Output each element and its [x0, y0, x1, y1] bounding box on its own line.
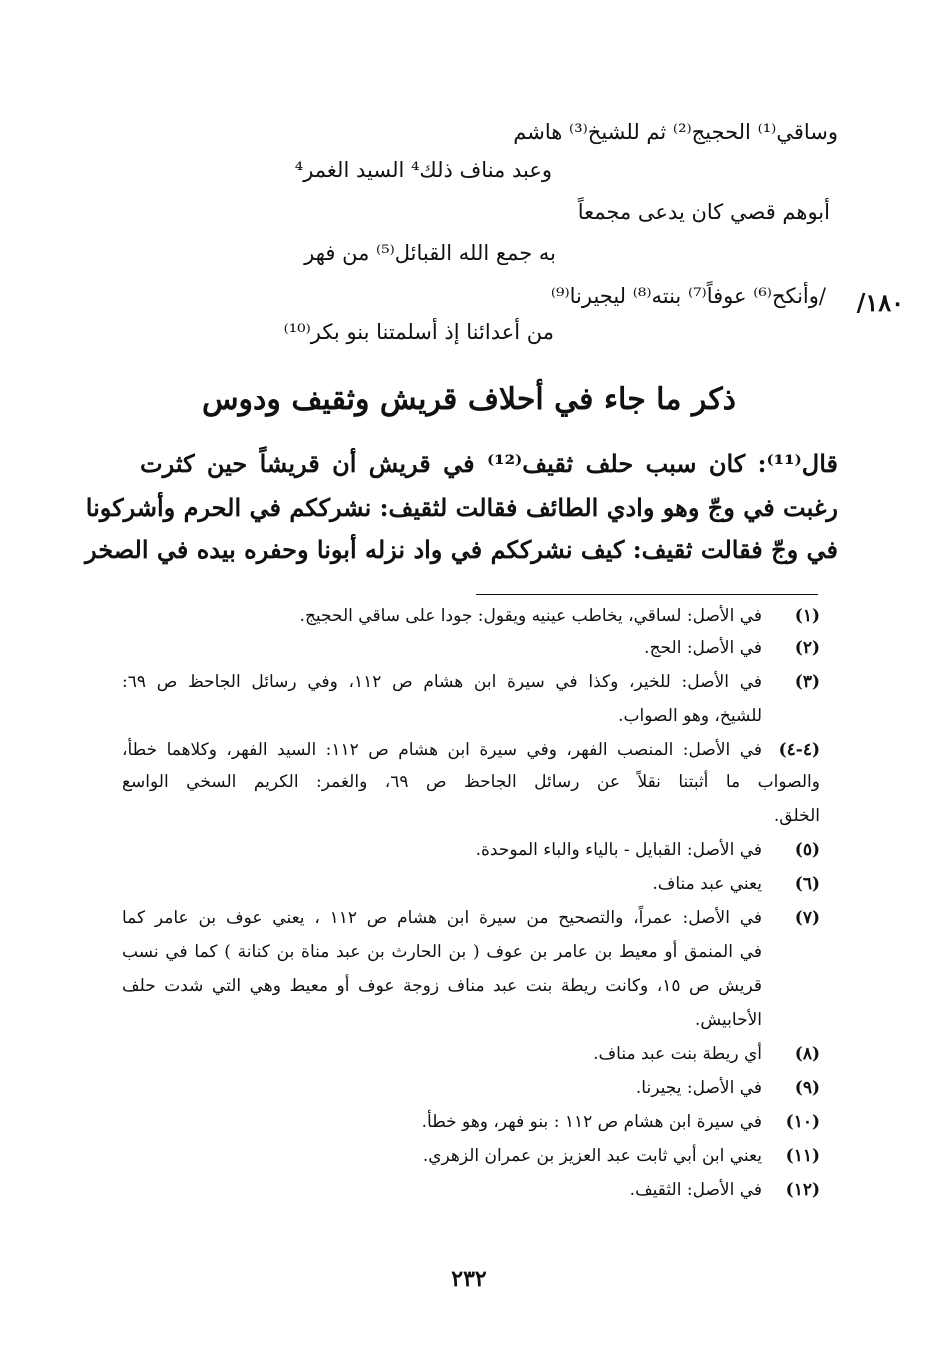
- footnote-number: (٦): [794, 874, 820, 894]
- footnote-text: في سيرة ابن هشام ص ١١٢ : بنو فهر، وهو خطأ.: [421, 1112, 762, 1132]
- footnote-text: يعني عبد مناف.: [652, 874, 762, 894]
- poem-line-3: أبوهم قصي كان يدعى مجمعاً: [577, 200, 830, 224]
- section-heading: ذكر ما جاء في أحلاف قريش وثقيف ودوس: [201, 382, 737, 417]
- footnote-text: في الأصل: للخير، وكذا في سيرة ابن هشام ص ١١٢، وفي رسائل الجاحظ ص ٦٩:: [122, 672, 762, 692]
- body-line-2: رغبت في وجّ وهو وادي الطائف فقالت لثقيف: نشرككم في الحرم وأشركونا: [85, 493, 838, 522]
- footnote-text: يعني ابن أبي ثابت عبد العزيز بن عمران الزهري.: [422, 1146, 762, 1166]
- footnote-text: في الأصل: المنصب الفهر، وفي سيرة ابن هشام ص ١١٢: السيد الفهر، وكلاهما خطأ،: [122, 740, 762, 760]
- footnote-number: (١٠): [785, 1112, 820, 1132]
- footnote-text: في الأصل: الثقيف.: [629, 1180, 762, 1200]
- page-number: ٢٣٢: [451, 1266, 487, 1292]
- footnote-number: (٣): [794, 672, 820, 692]
- footnote-number: (١١): [785, 1146, 820, 1166]
- poem-line-2: وعبد مناف ذلك⁴ السيد الغمر⁴: [294, 158, 552, 182]
- footnote-text: في الأصل: عمراً، والتصحيح من سيرة ابن هشام ص ١١٢ ، يعني عوف بن عامر كما: [122, 908, 763, 928]
- footnote-text: الخلق.: [773, 806, 820, 826]
- footnote-number: (١٢): [785, 1180, 820, 1200]
- footnote-number: (٤-٤): [778, 740, 820, 760]
- footnote-text: في الأصل: القبايل - بالياء والباء الموحدة.: [475, 840, 762, 860]
- margin-verse-number: ١٨٠/: [856, 288, 904, 317]
- footnote-text: أي ريطة بنت عبد مناف.: [593, 1044, 762, 1064]
- poem-line-5: /وأنكح⁽⁶⁾ عوفاً⁽⁷⁾ بنته⁽⁸⁾ ليجيرنا⁽⁹⁾: [550, 284, 826, 308]
- footnote-number: (٥): [794, 840, 820, 860]
- footnote-text: في الأصل: الحج.: [644, 638, 762, 658]
- body-line-3: في وجّ فقالت ثقيف: كيف نشرككم في واد نزله أبونا وحفره بيده في الصخر: [85, 535, 838, 564]
- footnote-number: (٨): [794, 1044, 820, 1064]
- body-line-1: قال⁽¹¹⁾: كان سبب حلف ثقيف⁽¹²⁾ في قريش أن قريشاً حين كثرت: [140, 449, 838, 478]
- poem-line-4: به جمع الله القبائل⁽⁵⁾ من فهر: [304, 241, 556, 265]
- poem-line-6: من أعدائنا إذ أسلمتنا بنو بكر⁽¹⁰⁾: [283, 320, 554, 344]
- footnote-text: والصواب ما أثبتنا نقلاً عن رسائل الجاحظ ص ٦٩، والغمر: الكريم السخي الواسع: [122, 772, 820, 792]
- poem-line-1: وساقي⁽¹⁾ الحجيج⁽²⁾ ثم للشيخ⁽³⁾ هاشم: [513, 120, 838, 144]
- footnote-number: (٢): [794, 638, 820, 658]
- footnote-number: (١): [794, 606, 820, 626]
- footnote-text: في الأصل: لساقي، يخاطب عينيه ويقول: جودا على ساقي الحجيج.: [299, 606, 762, 626]
- footnote-text: للشيخ، وهو الصواب.: [618, 706, 762, 726]
- footnote-text: في الأصل: يجيرنا.: [635, 1078, 762, 1098]
- footnote-text: في المنمق أو معيط بن عامر بن عوف ( بن الحارث بن عبد مناة بن كنانة ) كما في نسب: [122, 942, 762, 962]
- footnote-number: (٧): [794, 908, 820, 928]
- footnote-number: (٩): [794, 1078, 820, 1098]
- footnote-text: الأحابيش.: [694, 1010, 762, 1030]
- footnote-divider: [476, 594, 818, 595]
- footnote-text: قريش ص ١٥، وكانت ريطة بنت عبد مناف زوجة عوف أو معيط وهي التي شدت حلف: [122, 976, 762, 996]
